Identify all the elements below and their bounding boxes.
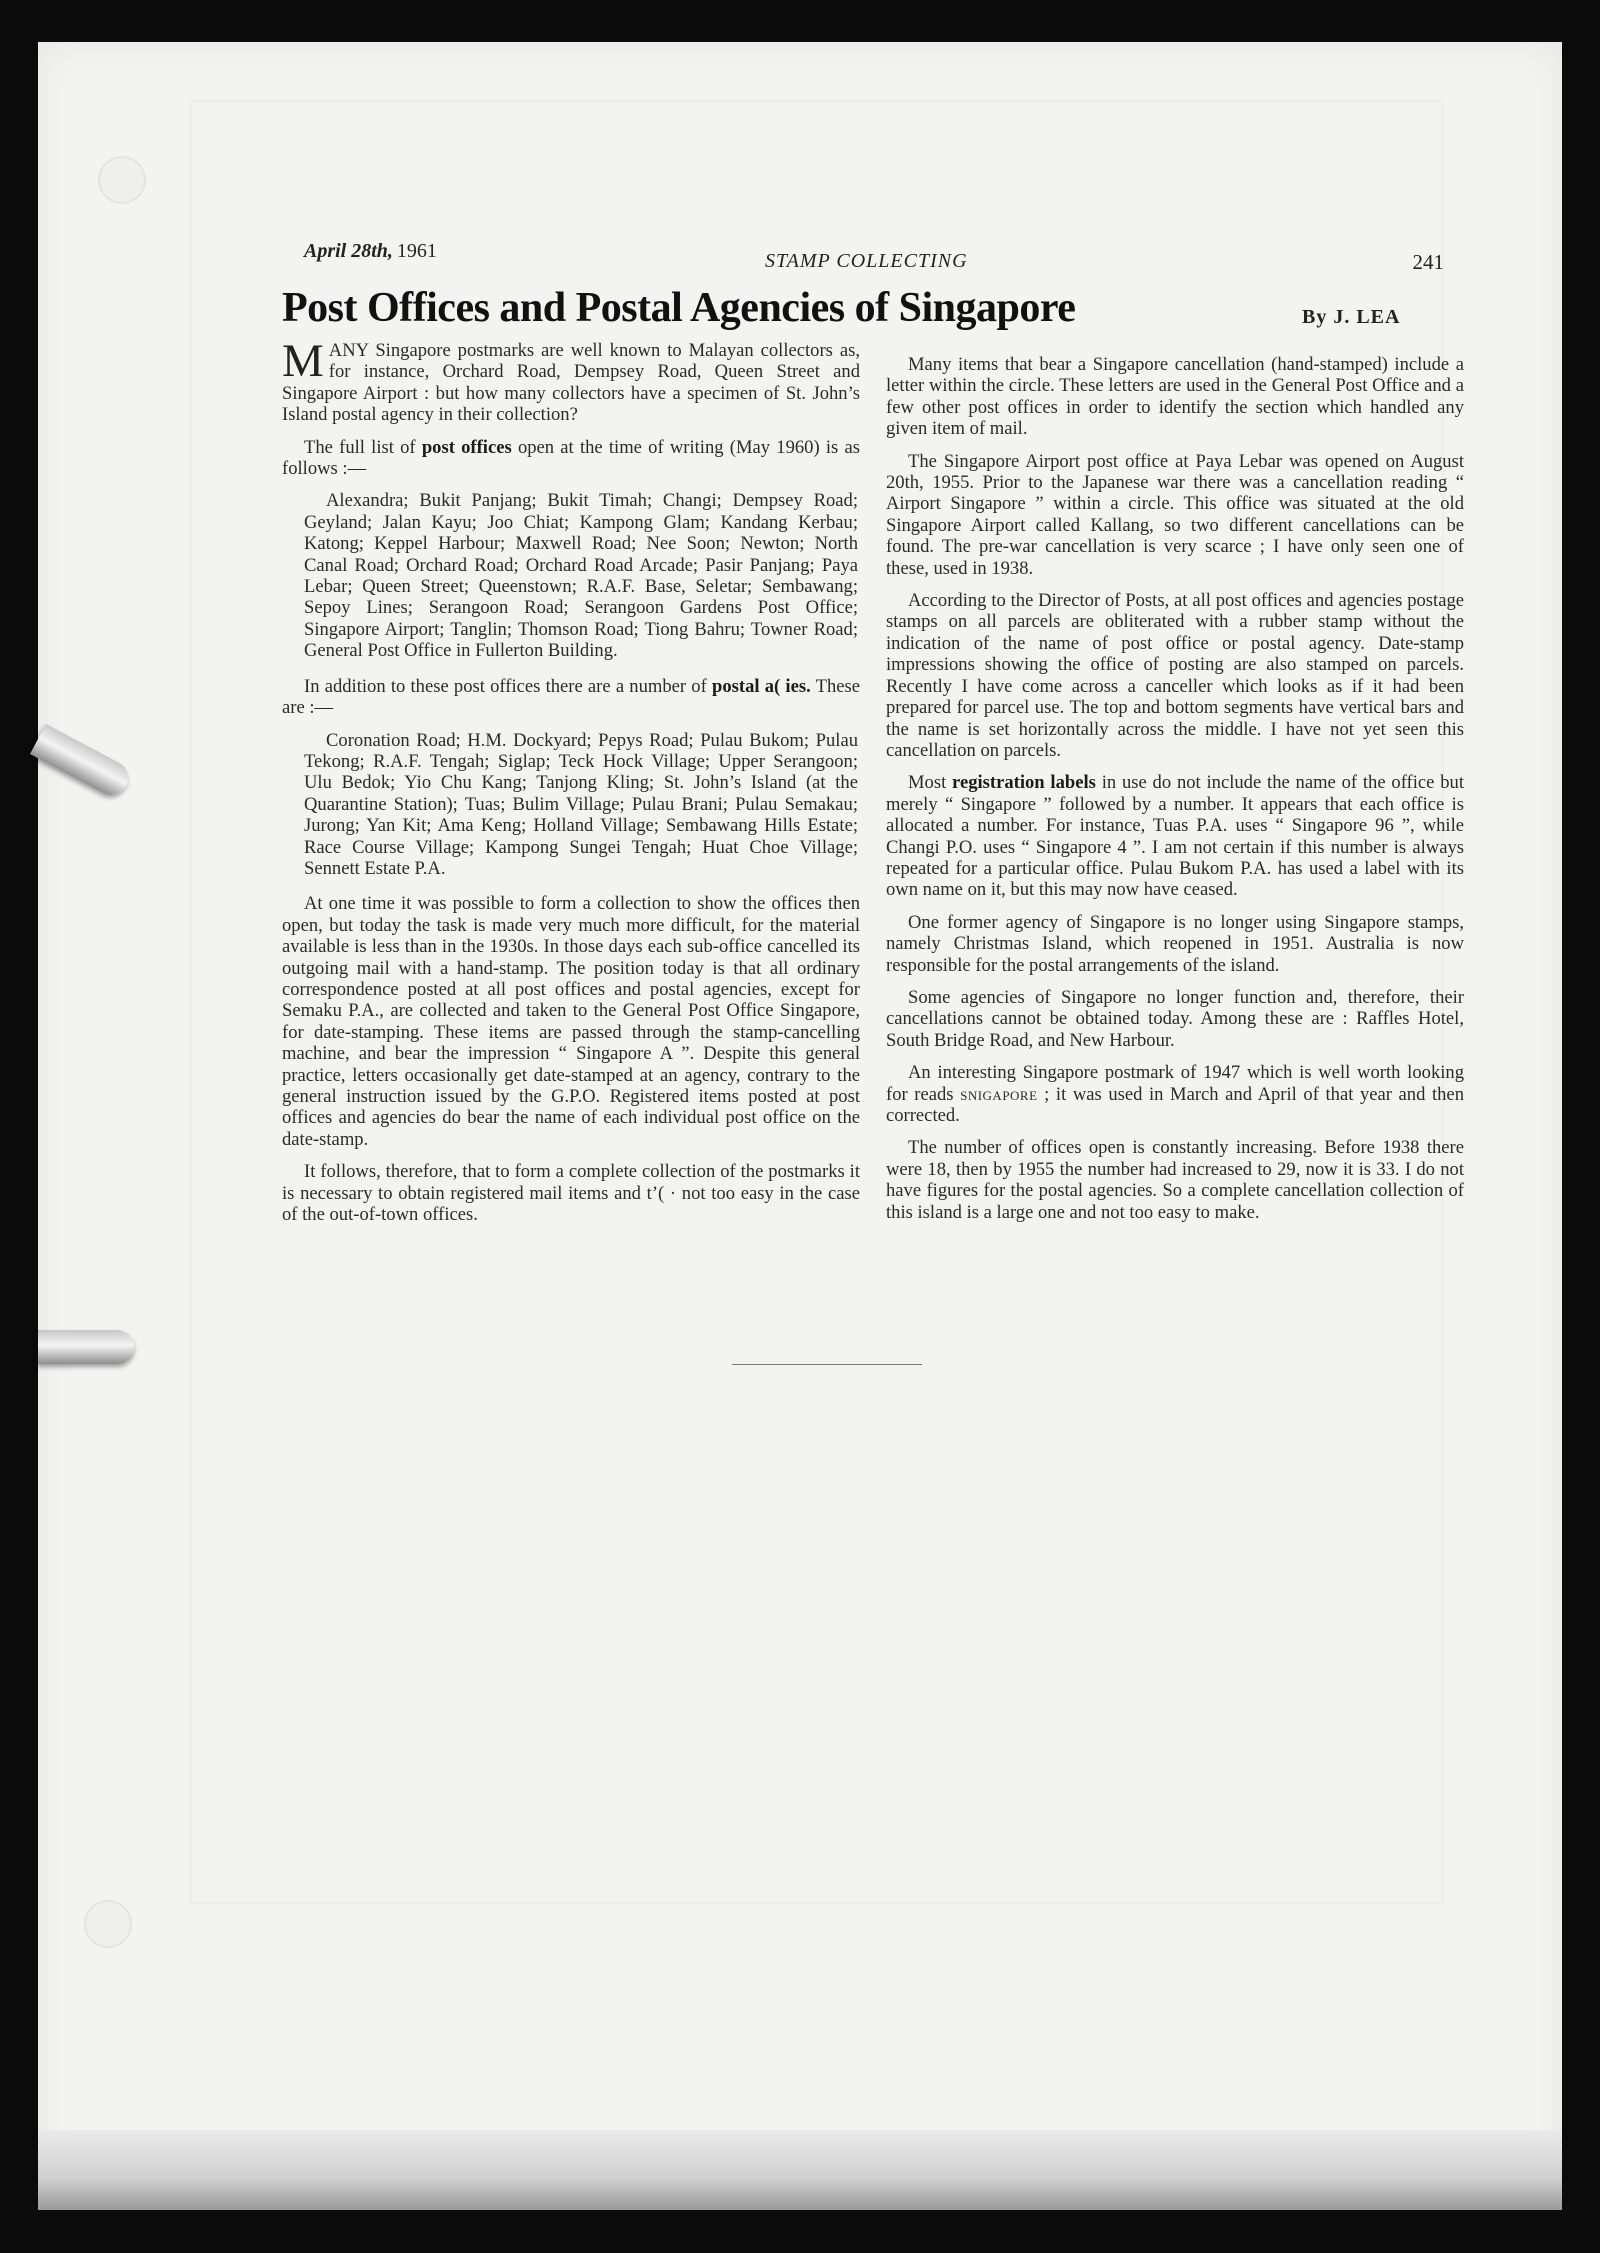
- paragraph-office-count: The number of offices open is constantly increasing. Before 1938 there were 18, then by 1955 the number had increased to 29, now it is 33. I do not have figures for the postal agencies. So a complete cancellation collection of this island is a large one and not too easy to make.: [886, 1137, 1464, 1223]
- page-stack-edge: [38, 2130, 1562, 2210]
- right-column: [886, 354, 1464, 1234]
- issue-date: [304, 240, 437, 263]
- article-title: Post Offices and Postal Agencies of Singapore: [282, 285, 1076, 331]
- paragraph-snigapore: [886, 1062, 1464, 1126]
- text-run: These are :—: [282, 675, 860, 719]
- drop-cap: M: [282, 335, 324, 387]
- punch-hole-top: [98, 156, 146, 204]
- text-run: The full list of: [304, 436, 422, 458]
- page-number: 241: [1412, 250, 1444, 274]
- paragraph-collection-history: At one time it was possible to form a collection to show the offices then open, but today the task is made very much more difficult, for the material available is less than in the 1930s. In those days each sub-office cancelled its outgoing mail with a hand-stamp. The position today is that all ordinary correspondence posted at all post offices and postal agencies, except for Semaku P.A., are collected and taken to the General Post Office Singapore, for date-stamping. These items are passed through the stamp-cancelling machine, and bear the impression “ Singapore A ”. Despite this general practice, letters occasionally get date-stamped at an agency, contrary to the general instruction issued by the G.P.O. Registered items posted at post offices and agencies do bear the name of each individual post office on the date-stamp.: [282, 893, 860, 1150]
- text-run: An interesting Singapore postmark of 1947 which is well worth looking for reads: [886, 1062, 1464, 1105]
- error-postmark-text: snigapore: [960, 1083, 1038, 1105]
- issue-date-text: April 28th,: [304, 240, 393, 262]
- punch-hole-bottom: [84, 1900, 132, 1948]
- paragraph-defunct-agencies: Some agencies of Singapore no longer function and, therefore, their cancellations cannot be obtained today. Among these are : Raffles Hotel, South Bridge Road, and New Harbour.: [886, 986, 1464, 1051]
- issue-year: 1961: [396, 240, 437, 262]
- paragraph-circle-letters: Many items that bear a Singapore cancellation (hand-stamped) include a letter within the circle. These letters are used in the General Post Office and a few other post offices in order to identify the section which handled any given item of mail.: [886, 354, 1464, 440]
- running-head: [300, 240, 1450, 274]
- end-rule: [732, 1364, 922, 1365]
- paragraph-text: ANY Singapore postmarks are well known to Malayan collectors as, for instance, Orchard Road, Dempsey Road, Queen Street and Singapore Airport : but how many collectors have a specimen of St. John’s Island postal agency in their collection?: [282, 340, 860, 426]
- paragraph-registration-labels: [886, 772, 1464, 900]
- postal-agencies-list: Coronation Road; H.M. Dockyard; Pepys Road; Pulau Bukom; Pulau Tekong; R.A.F. Tengah; Siglap; Teck Hock Village; Upper Serangoon; Ulu Bedok; Yio Chu Kang; Tanjong Kling; St. John’s Island (at the Quarantine Station); Tuas; Bulim Village; Pulau Brani; Pulau Semakau; Jurong; Yan Kit; Ama Keng; Holland Village; Sembawang Hills Estate; Race Course Village; Kampong Sungei Tengah; Huat Choe Village; Sennett Estate P.A.: [304, 729, 858, 879]
- text-run: ; it was used in March and April of that year and then corrected.: [886, 1083, 1464, 1126]
- post-offices-list: Alexandra; Bukit Panjang; Bukit Timah; Changi; Dempsey Road; Geyland; Jalan Kayu; Joo Chiat; Kampong Glam; Kandang Kerbau; Katong; Keppel Harbour; Maxwell Road; Nee Soon; Newton; North Canal Road; Orchard Road; Orchard Road Arcade; Pasir Panjang; Paya Lebar; Queen Street; Queenstown; R.A.F. Base, Seletar; Sembawang; Sepoy Lines; Serangoon Road; Serangoon Gardens Post Office; Singapore Airport; Tanglin; Thomson Road; Tiong Bahru; Towner Road; General Post Office in Fullerton Building.: [304, 490, 858, 662]
- keyword-postal-agencies: postal a( ies.: [712, 675, 811, 697]
- paragraph-agencies-intro: [282, 676, 860, 719]
- paragraph-intro: [282, 335, 860, 426]
- keyword-post-offices: post offices: [421, 436, 512, 458]
- keyword-registration-labels: registration labels: [952, 772, 1096, 794]
- binder-ring-lower: [38, 1330, 134, 1364]
- text-run: In addition to these post offices there are a number of: [304, 675, 712, 697]
- paragraph-registered-mail: It follows, therefore, that to form a complete collection of the postmarks it is necessary to obtain registered mail items and t’( · not too easy in the case of the out-of-town offices.: [282, 1161, 860, 1226]
- text-run: open at the time of writing (May 1960) is as follows :—: [282, 436, 860, 480]
- left-column: [282, 335, 860, 1236]
- article-byline: By J. LEA: [1302, 306, 1401, 328]
- paragraph-parcels: According to the Director of Posts, at all post offices and agencies postage stamps on all parcels are obliterated with a rubber stamp without the indication of the name of post office or postal agency. Date-stamp impressions showing the office of posting are also stamped on parcels. Recently I have come across a canceller which looks as if it had been prepared for parcel use. The top and bottom segments have vertical bars and the name is set horizontally across the middle. I have not yet seen this cancellation on parcels.: [886, 590, 1464, 761]
- text-run: Most: [908, 772, 953, 794]
- paragraph-post-offices-intro: [282, 437, 860, 480]
- journal-name: STAMP COLLECTING: [765, 250, 968, 272]
- paragraph-christmas-island: One former agency of Singapore is no longer using Singapore stamps, namely Christmas Island, which reopened in 1951. Australia is now responsible for the postal arrangements of the island.: [886, 911, 1464, 976]
- paragraph-airport: The Singapore Airport post office at Paya Lebar was opened on August 20th, 1955. Prior to the Japanese war there was a cancellation reading “ Airport Singapore ” within a circle. This office was situated at the old Singapore Airport called Kallang, so two different cancellations can be found. The pre-war cancellation is very scarce ; I have only seen one of these, used in 1938.: [886, 450, 1464, 579]
- text-run: in use do not include the name of the office but merely “ Singapore ” followed by a number. It appears that each office is allocated a number. For instance, Tuas P.A. uses “ Singapore 96 ”, while Changi P.O. uses “ Singapore 4 ”. I am not certain if this number is always repeated for a particular office. Pulau Bukom P.A. has used a label with its own name on it, but this may now have ceased.: [886, 772, 1464, 901]
